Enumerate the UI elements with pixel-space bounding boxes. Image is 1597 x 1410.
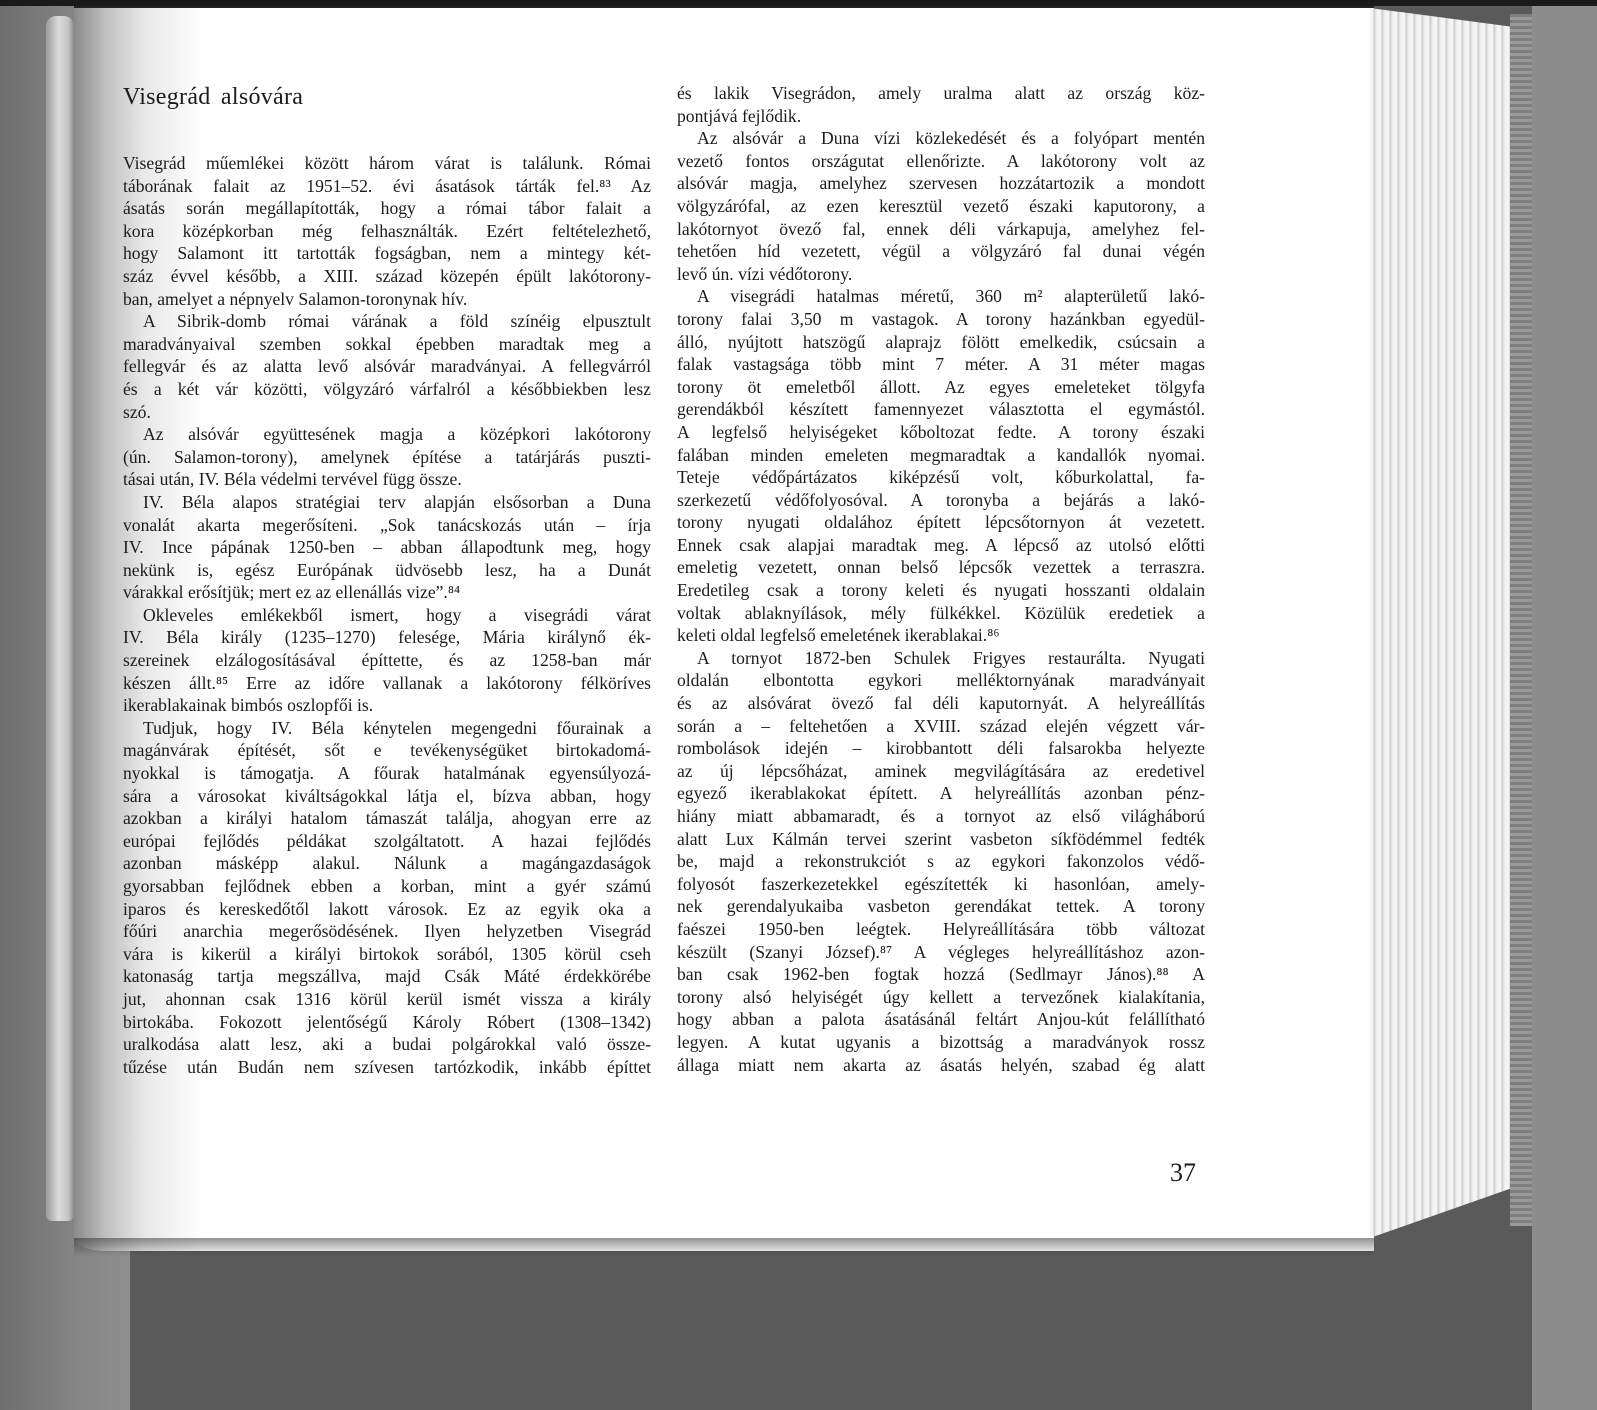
text-line: nek gerendalyukaiba vasbeton gerendákat tettek. A torony xyxy=(677,896,1205,917)
text-line: uralkodása alatt lesz, aki a budai polgárokkal való össze- xyxy=(123,1034,651,1055)
text-line: torony alsó helyiségét úgy kellett a tervezőnek kialakítania, xyxy=(677,986,1205,1007)
text-line: és az alsóvárat övező fal déli kaputornyát. A helyreállítás xyxy=(677,693,1205,714)
background-right xyxy=(1532,0,1597,1410)
text-line: készült (Szanyi József).⁸⁷ A végleges helyreállításhoz azon- xyxy=(677,941,1205,962)
text-line: A Sibrik-domb római várának a föld színéig elpusztult xyxy=(143,311,651,332)
text-line: tásai után, IV. Béla védelmi tervével függ össze. xyxy=(123,469,462,490)
text-line: maradványaival szemben sokkal épebben maradtak meg a xyxy=(123,333,651,354)
text-line: IV. Béla király (1235–1270) felesége, Mária királynő ék- xyxy=(123,627,651,648)
text-line: lakótornyot övező fal, ennek déli várkapuja, amelyhez fel- xyxy=(677,218,1205,239)
text-line: faészei 1950-ben leégtek. Helyreállítására több változat xyxy=(677,918,1205,939)
text-line: száz évvel később, a XIII. század közepén épült lakótorony- xyxy=(123,265,651,286)
text-line: oldalán elbontotta egykori melléktornyának maradványait xyxy=(677,670,1205,691)
text-line: és lakik Visegrádon, amely uralma alatt az ország köz- xyxy=(677,83,1205,103)
text-line: emeletig vezetett, onnan belső lépcsők vezettek a terraszra. xyxy=(677,557,1205,578)
text-line: Ennek csak alapjai maradtak meg. A lépcső az utolsó előtti xyxy=(677,534,1205,555)
text-line: falában minden emeleten megmaradtak a kandallók nyomai. xyxy=(677,444,1205,465)
text-line: vonalát akarta megerősíteni. „Sok tanácskozás után – írja xyxy=(123,514,651,535)
text-line: tehetően híd vezetett, végül a völgyzáró fal dunai végén xyxy=(677,241,1205,262)
text-line: magánvárak építését, sőt e tevékenységüket birtokadomá- xyxy=(123,740,651,761)
text-line: A legfelső helyiségeket kőboltozat fedte. A torony északi xyxy=(677,421,1205,442)
text-line: keleti oldal legfelső emeletének ikerablakai.⁸⁶ xyxy=(677,625,1000,646)
text-line: Okleveles emlékekből ismert, hogy a visegrádi várat xyxy=(143,604,651,625)
text-line: táborának falait az 1951–52. évi ásatások tárták fel.⁸³ Az xyxy=(123,175,651,196)
text-line: hogy Salamont itt tartották fogságban, nem a mintegy két- xyxy=(123,243,651,264)
text-line: egyező ikerablakokat épített. A helyreállítás azonban pénz- xyxy=(677,783,1205,804)
text-line: vára is kikerül a királyi birtokok sorából, 1305 körül cseh xyxy=(123,943,651,964)
text-line: ikerablakainak bimbós oszlopfői is. xyxy=(123,695,374,716)
text-line: Tudjuk, hogy IV. Béla kénytelen megengedni főurainak a xyxy=(143,717,651,738)
page-shadow xyxy=(74,1238,1374,1256)
text-line: A tornyot 1872-ben Schulek Frigyes restaurálta. Nyugati xyxy=(697,647,1205,668)
text-line: jut, ahonnan csak 1316 körül kerül ismét vissza a király xyxy=(123,988,651,1009)
text-line: Az alsóvár együttesének magja a középkori lakótorony xyxy=(143,424,651,445)
text-line: Visegrád műemlékei között három várat is találunk. Római xyxy=(123,153,651,173)
text-line: gyorsabban fejlődnek ebben a korban, mint a gyér számú xyxy=(123,876,651,896)
book-spine-edge xyxy=(46,16,74,1221)
text-line: Teteje védőpártázatos kiképzésű volt, kőburkolattal, fa- xyxy=(677,467,1205,488)
text-line: szerkezetű védőfolyosóval. A toronyba a bejárás a lakó- xyxy=(677,489,1205,510)
text-line: azonban másképp alakul. Nálunk a magángazdaságok xyxy=(123,853,651,874)
text-line: IV. Béla alapos stratégiai terv alapján elsősorban a Duna xyxy=(143,491,651,512)
text-line: ban csak 1962-ben fogtak hozzá (Sedlmayr János).⁸⁸ A xyxy=(677,964,1205,985)
text-line: torony nyugati oldalához épített lépcsőtornyon át vezetett. xyxy=(677,512,1205,533)
text-line: be, majd a rekonstrukciót s az egykori fakonzolos védő- xyxy=(677,851,1205,872)
text-line: ban, amelyet a népnyelv Salamon-toronynak hív. xyxy=(123,288,468,309)
text-line: alatt Lux Kálmán tervei szerint vasbeton síkfödémmel fedték xyxy=(677,828,1205,849)
text-line: az új lépcsőházat, aminek megvilágítására az eredetivel xyxy=(677,760,1205,781)
text-line: Az alsóvár a Duna vízi közlekedését és a folyópart mentén xyxy=(697,128,1205,149)
book-cover-edge xyxy=(1510,14,1532,1226)
text-line: torony falai 3,50 m vastagok. A torony hazánkban egyedül- xyxy=(677,308,1205,329)
text-line: alsóvár magja, amelyhez szervesen hozzátartozik a mondott xyxy=(677,173,1205,194)
text-line: Eredetileg csak a torony keleti és nyugati hosszanti oldalain xyxy=(677,580,1205,601)
text-line: szó. xyxy=(123,401,151,422)
left-text-column xyxy=(123,152,651,1078)
text-line: birtokába. Fokozott jelentőségű Károly Róbert (1308–1342) xyxy=(123,1011,651,1032)
text-line: álló, nyújtott hatszögű alaprajz fölött emelkedik, csúcsain a xyxy=(677,331,1205,352)
page-stack xyxy=(1370,8,1510,1238)
top-edge xyxy=(0,0,1597,6)
text-line: során a – feltehetően a XVIII. század elején végzett vár- xyxy=(677,715,1205,736)
text-line: ásatás során megállapították, hogy a római tábor falait a xyxy=(123,198,651,219)
text-line: szereinek elzálogosításával építtette, és az 1258-ban már xyxy=(123,650,651,671)
text-line: kora középkorban még felhasználták. Ezért feltételezhető, xyxy=(123,220,651,241)
text-line: rombolások idején – kirobbantott déli falsarokba helyezte xyxy=(677,738,1205,759)
text-line: és a két vár közötti, völgyzáró várfalról a későbbiekben lesz xyxy=(123,378,651,399)
text-line: főúri anarchia megerősödésének. Ilyen helyzetben Visegrád xyxy=(123,921,651,942)
text-line: állaga miatt nem akarta az ásatás helyén, szabad ég alatt xyxy=(677,1054,1205,1075)
text-line: katonaság tartja megszállva, majd Csák Máté érdekkörébe xyxy=(123,966,651,987)
text-line: iparos és kereskedőtől lakott városok. Ez az egyik oka a xyxy=(123,898,651,919)
text-line: legyen. A kutat ugyanis a bizottság a maradványok rossz xyxy=(677,1031,1205,1052)
text-line: voltak ablaknyílások, mély fülkékkel. Közülük eredetiek a xyxy=(677,602,1205,623)
text-line: falak vastagsága több mint 7 méter. A 31 méter magas xyxy=(677,354,1205,375)
text-line: gerendákból készített famennyezet választotta el egymástól. xyxy=(677,399,1205,420)
text-line: készen állt.⁸⁵ Erre az időre vallanak a lakótorony félköríves xyxy=(123,672,651,693)
text-line: levő ún. vízi védőtorony. xyxy=(677,263,853,284)
text-line: folyosót faszerkezetekkel egészítették ki hasonlóan, amely- xyxy=(677,873,1205,894)
text-line: völgyzárófal, az ezen keresztül vezető északi kaputorony, a xyxy=(677,195,1205,216)
text-line: nyokkal is támogatja. A főurak hatalmának egyensúlyozá- xyxy=(123,763,651,784)
text-line: sára a városokat kiváltságokkal látja el, bízva abban, hogy xyxy=(123,785,651,806)
text-line: azokban a királyi hatalom támaszát találja, ahogyan erre az xyxy=(123,808,651,829)
right-text-column xyxy=(677,82,1205,1076)
text-line: IV. Ince pápának 1250-ben – abban állapodtunk meg, hogy xyxy=(123,537,651,558)
text-line: fellegvár és az alatta levő alsóvár maradványai. A fellegvárról xyxy=(123,356,651,377)
text-line: hiány miatt abbamaradt, és a tornyot az első világháború xyxy=(677,806,1205,826)
text-line: vezető fontos országutat ellenőrizte. A lakótorony volt az xyxy=(677,150,1205,171)
text-line: tűzése után Budán nem szívesen tartózkodik, inkább építtet xyxy=(123,1056,651,1077)
page-heading: Visegrád alsóvára xyxy=(123,84,304,110)
text-line: pontjává fejlődik. xyxy=(677,105,802,126)
page-number: 37 xyxy=(1170,1158,1196,1187)
text-line: torony öt emeletből állott. Az egyes emeleteket tölgyfa xyxy=(677,376,1205,397)
text-line: hogy abban a palota ásatásánál feltárt Anjou-kút felállítható xyxy=(677,1009,1205,1030)
text-line: (ún. Salamon-torony), amelynek építése a tatárjárás puszti- xyxy=(123,446,651,467)
text-line: A visegrádi hatalmas méretű, 360 m² alapterületű lakó- xyxy=(697,286,1205,307)
text-line: várakkal erősítjük; mert ez az ellenállás vize”.⁸⁴ xyxy=(123,582,461,603)
text-line: nekünk is, egész Európának üdvösebb lesz, ha a Dunát xyxy=(123,559,651,580)
text-line: európai fejlődés példákat szolgáltatott. A hazai fejlődés xyxy=(123,830,651,851)
